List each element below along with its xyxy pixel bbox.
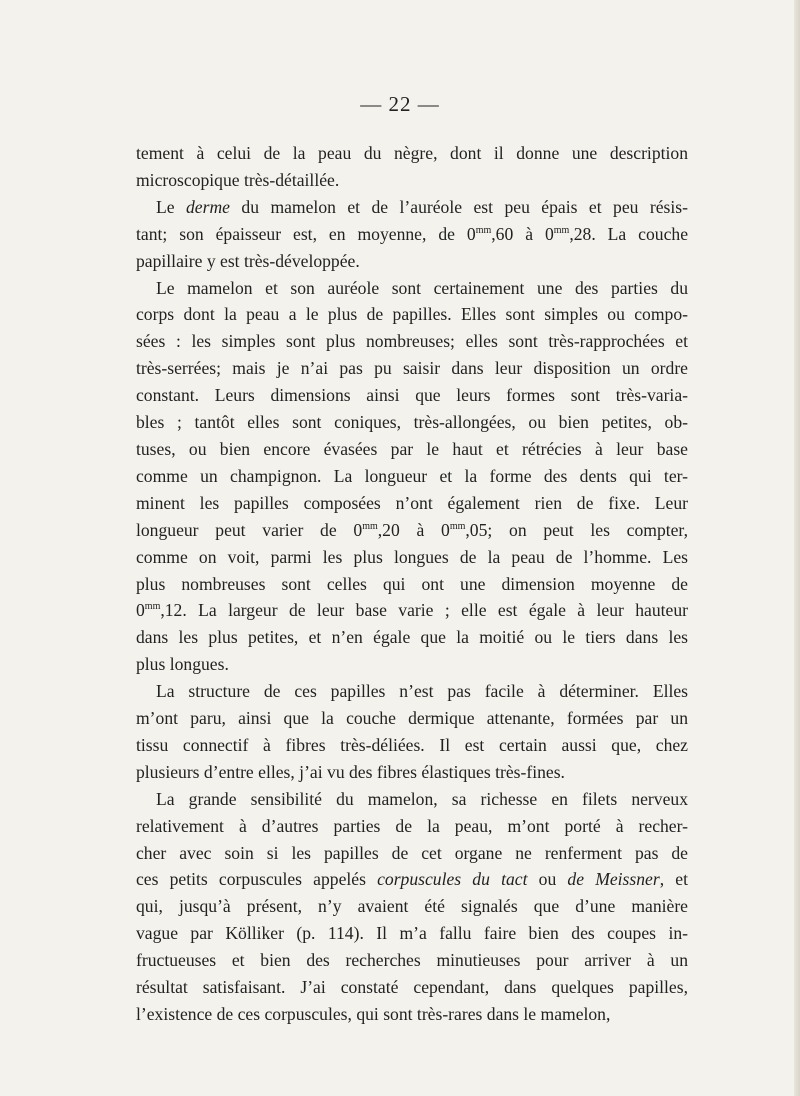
text-line: longueur peut varier de $0^{mm},20$ à $0^{mm},05$; on peut les compter,	[136, 519, 688, 540]
text-line: m’ont paru, ainsi que la couche dermique attenante, formées par un	[136, 708, 688, 729]
text-line: tant; son épaisseur est, en moyenne, de $0^{mm},60$ à $0^{mm},28$. La couche	[136, 223, 688, 244]
text-line: résultat satisfaisant. J’ai constaté cependant, dans quelques papilles,	[136, 977, 688, 998]
page-edge	[794, 0, 800, 1096]
text-line: plusieurs d’entre elles, j’ai vu des fibres élastiques très-fines.	[136, 761, 565, 782]
text-line: plus longues.	[136, 654, 229, 675]
text-line: constant. Leurs dimensions ainsi que leurs formes sont très-varia-	[136, 385, 688, 406]
body-text	[136, 140, 688, 1028]
text-line: ces petits corpuscules appelés corpuscules du tact ou de Meissner, et	[136, 869, 688, 890]
text-line: relativement à d’autres parties de la peau, m’ont porté à recher-	[136, 815, 688, 836]
text-line: Le mamelon et son auréole sont certainement une des parties du	[156, 277, 688, 298]
text-line: $0^{mm},12$. La largeur de leur base varie ; elle est égale à leur hauteur	[136, 600, 688, 621]
text-line: qui, jusqu’à présent, n’y avaient été signalés que d’une manière	[136, 896, 688, 917]
text-line: bles ; tantôt elles sont coniques, très-allongées, ou bien petites, ob-	[136, 412, 688, 433]
text-line: La grande sensibilité du mamelon, sa richesse en filets nerveux	[156, 788, 688, 809]
text-line: papillaire y est très-développée.	[136, 250, 360, 271]
text-line: La structure de ces papilles n’est pas facile à déterminer. Elles	[156, 681, 688, 702]
text-line: cher avec soin si les papilles de cet organe ne renferment pas de	[136, 842, 688, 863]
text-line: microscopique très-détaillée.	[136, 169, 340, 190]
text-line: sées : les simples sont plus nombreuses; elles sont très-rapprochées et	[136, 331, 688, 352]
text-line: comme on voit, parmi les plus longues de la peau de l’homme. Les	[136, 546, 688, 567]
text-line: tuses, ou bien encore évasées par le haut et rétrécies à leur base	[136, 438, 688, 459]
text-line: très-serrées; mais je n’ai pas pu saisir dans leur disposition un ordre	[136, 358, 688, 379]
text-line: corps dont la peau a le plus de papilles. Elles sont simples ou compo-	[136, 304, 688, 325]
text-line: l’existence de ces corpuscules, qui sont très-rares dans le mamelon,	[136, 1004, 611, 1024]
text-line: fructueuses et bien des recherches minutieuses pour arriver à un	[136, 950, 688, 971]
text-line: tement à celui de la peau du nègre, dont il donne une description	[136, 143, 688, 163]
text-line: minent les papilles composées n’ont également rien de fixe. Leur	[136, 492, 688, 513]
text-line: dans les plus petites, et n’en égale que la moitié ou le tiers dans les	[136, 627, 688, 648]
text-line: tissu connectif à fibres très-déliées. Il est certain aussi que, chez	[136, 734, 688, 755]
page-number: — 22 —	[360, 92, 440, 116]
text-line: plus nombreuses sont celles qui ont une dimension moyenne de	[136, 573, 688, 594]
text-line: vague par Kölliker (p. 114). Il m’a fallu faire bien des coupes in-	[136, 923, 688, 944]
text-line: comme un champignon. La longueur et la forme des dents qui ter-	[136, 465, 688, 486]
text-line: Le derme du mamelon et de l’auréole est peu épais et peu résis-	[156, 196, 688, 217]
